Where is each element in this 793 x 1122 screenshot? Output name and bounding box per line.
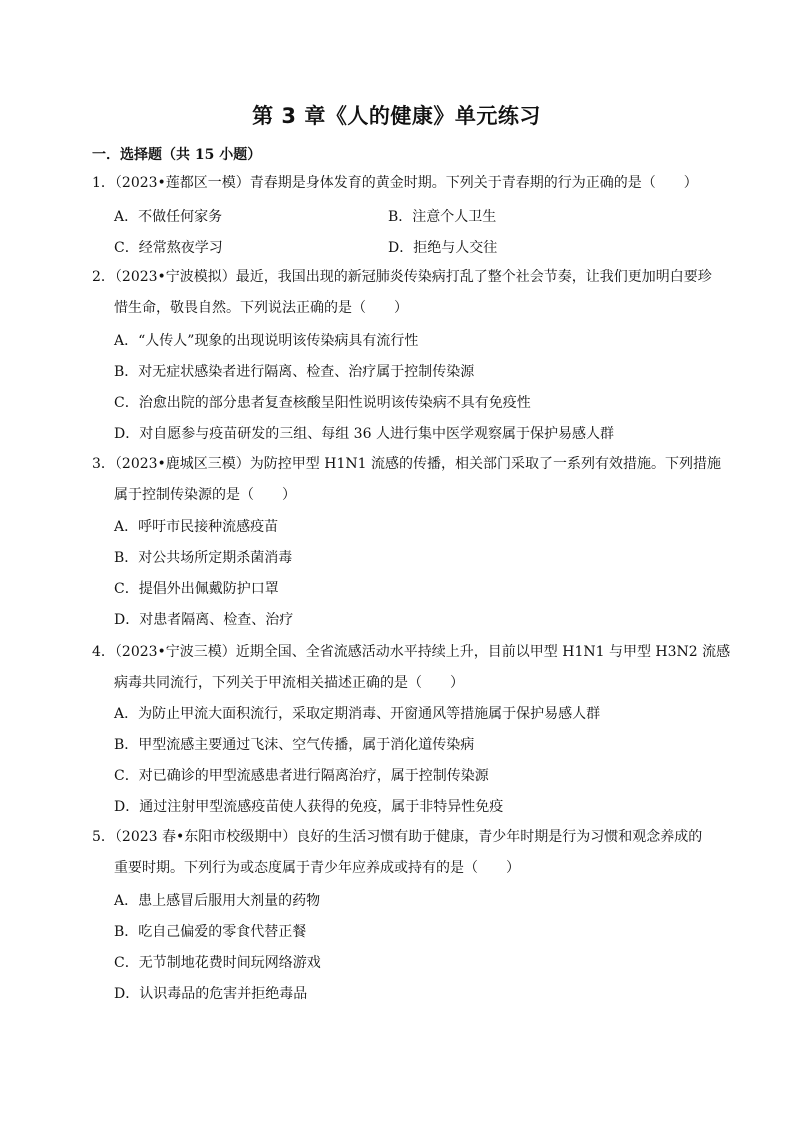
question-3-option-b: B．对公共场所定期杀菌消毒 — [114, 550, 293, 566]
question-5-option-b: B．吃自己偏爱的零食代替正餐 — [114, 924, 307, 940]
question-1-option-d: D．拒绝与人交往 — [388, 240, 498, 256]
question-1 — [92, 168, 712, 199]
question-3-stem-line-2: 属于控制传染源的是（ ） — [114, 487, 296, 503]
question-1-option-a: A．不做任何家务 — [114, 209, 223, 225]
question-1-stem: 1．（2023•莲都区一模）青春期是身体发育的黄金时期。下列关于青春期的行为正确的是（ ） — [92, 175, 698, 191]
question-2-stem-line-1: 2．（2023•宁波模拟）最近，我国出现的新冠肺炎传染病打乱了整个社会节奏，让我们更加明白要珍 — [92, 269, 712, 285]
question-4-option-d: D．通过注射甲型流感疫苗使人获得的免疫，属于非特异性免疫 — [114, 799, 504, 815]
question-3-stem-line-1: 3．（2023•鹿城区三模）为防控甲型 H1N1 流感的传播，相关部门采取了一系列有效措施。下列措施 — [92, 456, 721, 472]
question-2-option-d: D．对自愿参与疫苗研发的三组、每组 36 人进行集中医学观察属于保护易感人群 — [114, 426, 614, 442]
question-2-option-a: A．“人传人”现象的出现说明该传染病具有流行性 — [114, 333, 419, 349]
question-3-option-d: D．对患者隔离、检查、治疗 — [114, 612, 294, 628]
question-3-option-c: C．提倡外出佩戴防护口罩 — [114, 581, 279, 597]
section-heading: 一．选择题（共 15 小题） — [92, 147, 262, 163]
question-4-option-a: A．为防止甲流大面积流行，采取定期消毒、开窗通风等措施属于保护易感人群 — [114, 706, 601, 722]
question-4-option-b: B．甲型流感主要通过飞沫、空气传播，属于消化道传染病 — [114, 737, 475, 753]
question-5-option-c: C．无节制地花费时间玩网络游戏 — [114, 955, 321, 971]
question-2-stem-line-2: 惜生命，敬畏自然。下列说法正确的是（ ） — [114, 300, 408, 316]
question-5-stem-line-2: 重要时期。下列行为或态度属于青少年应养成或持有的是（ ） — [114, 860, 520, 876]
question-1-option-b: B．注意个人卫生 — [388, 209, 497, 225]
page-title: 第 3 章《人的健康》单元练习 — [252, 104, 541, 128]
question-2-option-b: B．对无症状感染者进行隔离、检查、治疗属于控制传染源 — [114, 364, 475, 380]
question-5-stem-line-1: 5．（2023 春•东阳市校级期中）良好的生活习惯有助于健康，青少年时期是行为习惯和观念养成的 — [92, 829, 703, 845]
question-2 — [92, 262, 712, 324]
question-5 — [92, 822, 712, 884]
question-2-option-c: C．治愈出院的部分患者复查核酸呈阳性说明该传染病不具有免疫性 — [114, 395, 531, 411]
question-4-option-c: C．对已确诊的甲型流感患者进行隔离治疗，属于控制传染源 — [114, 768, 489, 784]
question-1-option-c: C．经常熬夜学习 — [114, 240, 223, 256]
question-3-option-a: A．呼吁市民接种流感疫苗 — [114, 519, 279, 535]
question-4-stem-line-2: 病毒共同流行，下列关于甲流相关描述正确的是（ ） — [114, 675, 464, 691]
question-5-option-d: D．认识毒品的危害并拒绝毒品 — [114, 986, 308, 1002]
question-4-stem-line-1: 4．（2023•宁波三模）近期全国、全省流感活动水平持续上升，目前以甲型 H1N1 与甲型 H3N2 流感 — [92, 644, 731, 660]
question-3 — [92, 449, 721, 511]
question-5-option-a: A．患上感冒后服用大剂量的药物 — [114, 893, 321, 909]
question-4 — [92, 637, 731, 699]
